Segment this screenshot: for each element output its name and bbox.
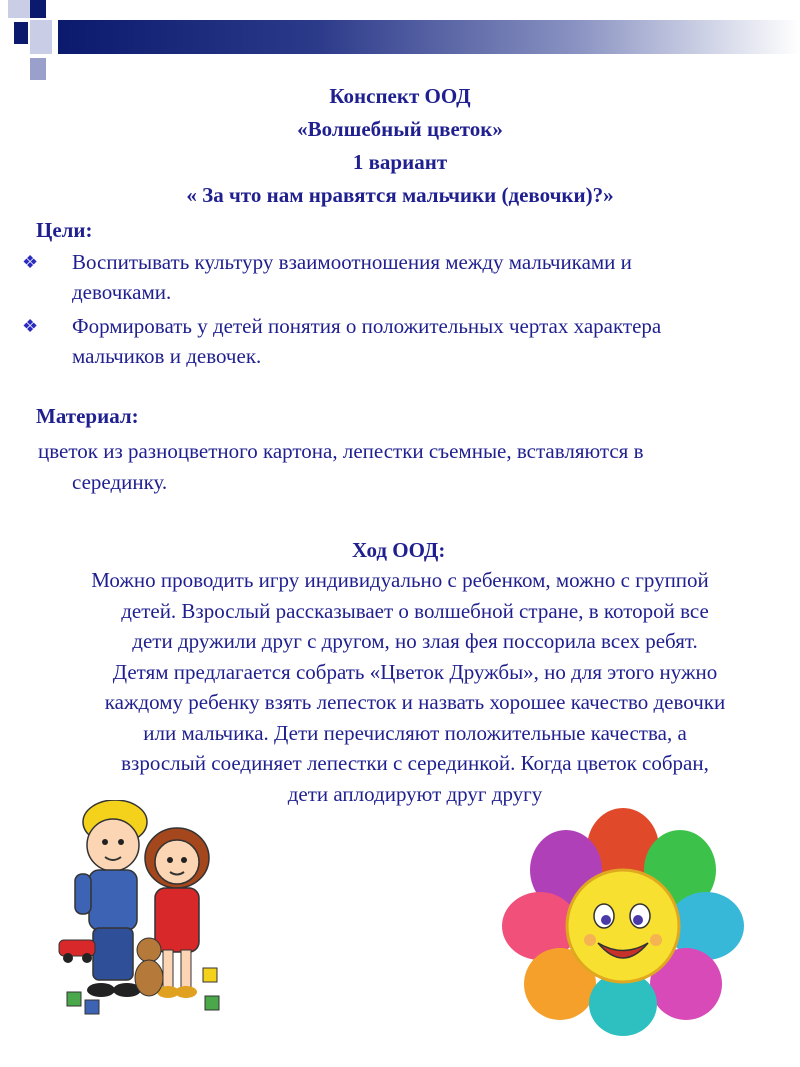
girl-shoe [175, 986, 197, 998]
girl-dress [155, 888, 199, 952]
goal-item-1 [72, 247, 752, 307]
decor-square [30, 20, 52, 54]
flower-pupil [633, 915, 643, 925]
girl-leg [163, 950, 173, 990]
heading-line-1: Конспект ООД [329, 84, 471, 108]
procedure-line: дети аплодируют друг другу [287, 781, 543, 806]
procedure-line: детей. Взрослый рассказывает о волшебной стране, в которой все [121, 598, 709, 623]
children-illustration [55, 800, 230, 1030]
procedure-line: Можно проводить игру индивидуально с ребенком, можно с группой [91, 568, 709, 592]
heading-line-3: 1 вариант [352, 150, 448, 174]
flower-cheek [650, 934, 662, 946]
boy-eye [102, 839, 108, 845]
toy-block [205, 996, 219, 1010]
goal-item-1-line-1: Воспитывать культуру взаимоотношения между мальчиками и [72, 250, 632, 274]
decor-square [30, 58, 46, 80]
heading-line-4: « За что нам нравятся мальчики (девочки)?» [186, 183, 614, 207]
procedure-line: дети дружили друг с другом, но злая фея поссорила всех ребят. [132, 629, 698, 653]
diamond-bullet-icon: ❖ [22, 316, 39, 336]
decor-square [14, 22, 28, 44]
goal-item-2-line-2: мальчиков и девочек. [72, 344, 262, 368]
flower-pupil [601, 915, 611, 925]
flower-center-face [567, 870, 679, 982]
material-line-1: цветок из разноцветного картона, лепестки съемные, вставляются в [38, 439, 644, 463]
smiling-flower-illustration [498, 808, 748, 1038]
procedure-text [30, 565, 770, 809]
procedure-line: каждому ребенку взять лепесток и назвать хорошее качество девочки [104, 690, 726, 714]
toy-car-wheel [63, 953, 73, 963]
toy-block [203, 968, 217, 982]
material-label: Материал: [36, 404, 139, 428]
teddy-bear-head [137, 938, 161, 962]
procedure-line: взрослый соединяет лепестки с серединкой. Когда цветок собран, [121, 751, 709, 775]
title-gradient-bar [58, 20, 800, 54]
material-line-2: серединку. [72, 470, 168, 494]
procedure-label: Ход ООД: [352, 538, 446, 562]
document-heading [0, 80, 800, 212]
boy-face [87, 819, 139, 871]
goal-item-1-line-2: девочками. [72, 280, 172, 304]
girl-eye [167, 857, 173, 863]
teddy-bear-body [135, 960, 163, 996]
heading-line-2: «Волшебный цветок» [297, 117, 503, 141]
goal-item-2 [72, 311, 752, 371]
toy-block [85, 1000, 99, 1014]
toy-block [67, 992, 81, 1006]
toy-car-wheel [82, 953, 92, 963]
girl-face [155, 840, 199, 884]
boy-shirt [89, 870, 137, 930]
boy-arm [75, 874, 91, 914]
procedure-line: или мальчика. Дети перечисляют положительные качества, а [143, 720, 687, 745]
girl-leg [181, 950, 191, 990]
toy-car [59, 940, 95, 956]
goals-label: Цели: [36, 218, 93, 242]
procedure-line: Детям предлагается собрать «Цветок Дружбы», но для этого нужно [112, 659, 718, 684]
goal-item-2-line-1: Формировать у детей понятия о положительных чертах характера [72, 314, 662, 338]
boy-pants [93, 928, 133, 980]
girl-eye [181, 857, 187, 863]
flower-cheek [584, 934, 596, 946]
boy-eye [118, 839, 124, 845]
boy-shoe [87, 983, 115, 997]
decor-square [30, 0, 46, 18]
diamond-bullet-icon: ❖ [22, 252, 39, 272]
title-bar-decoration [0, 0, 800, 90]
decor-square [8, 0, 30, 18]
